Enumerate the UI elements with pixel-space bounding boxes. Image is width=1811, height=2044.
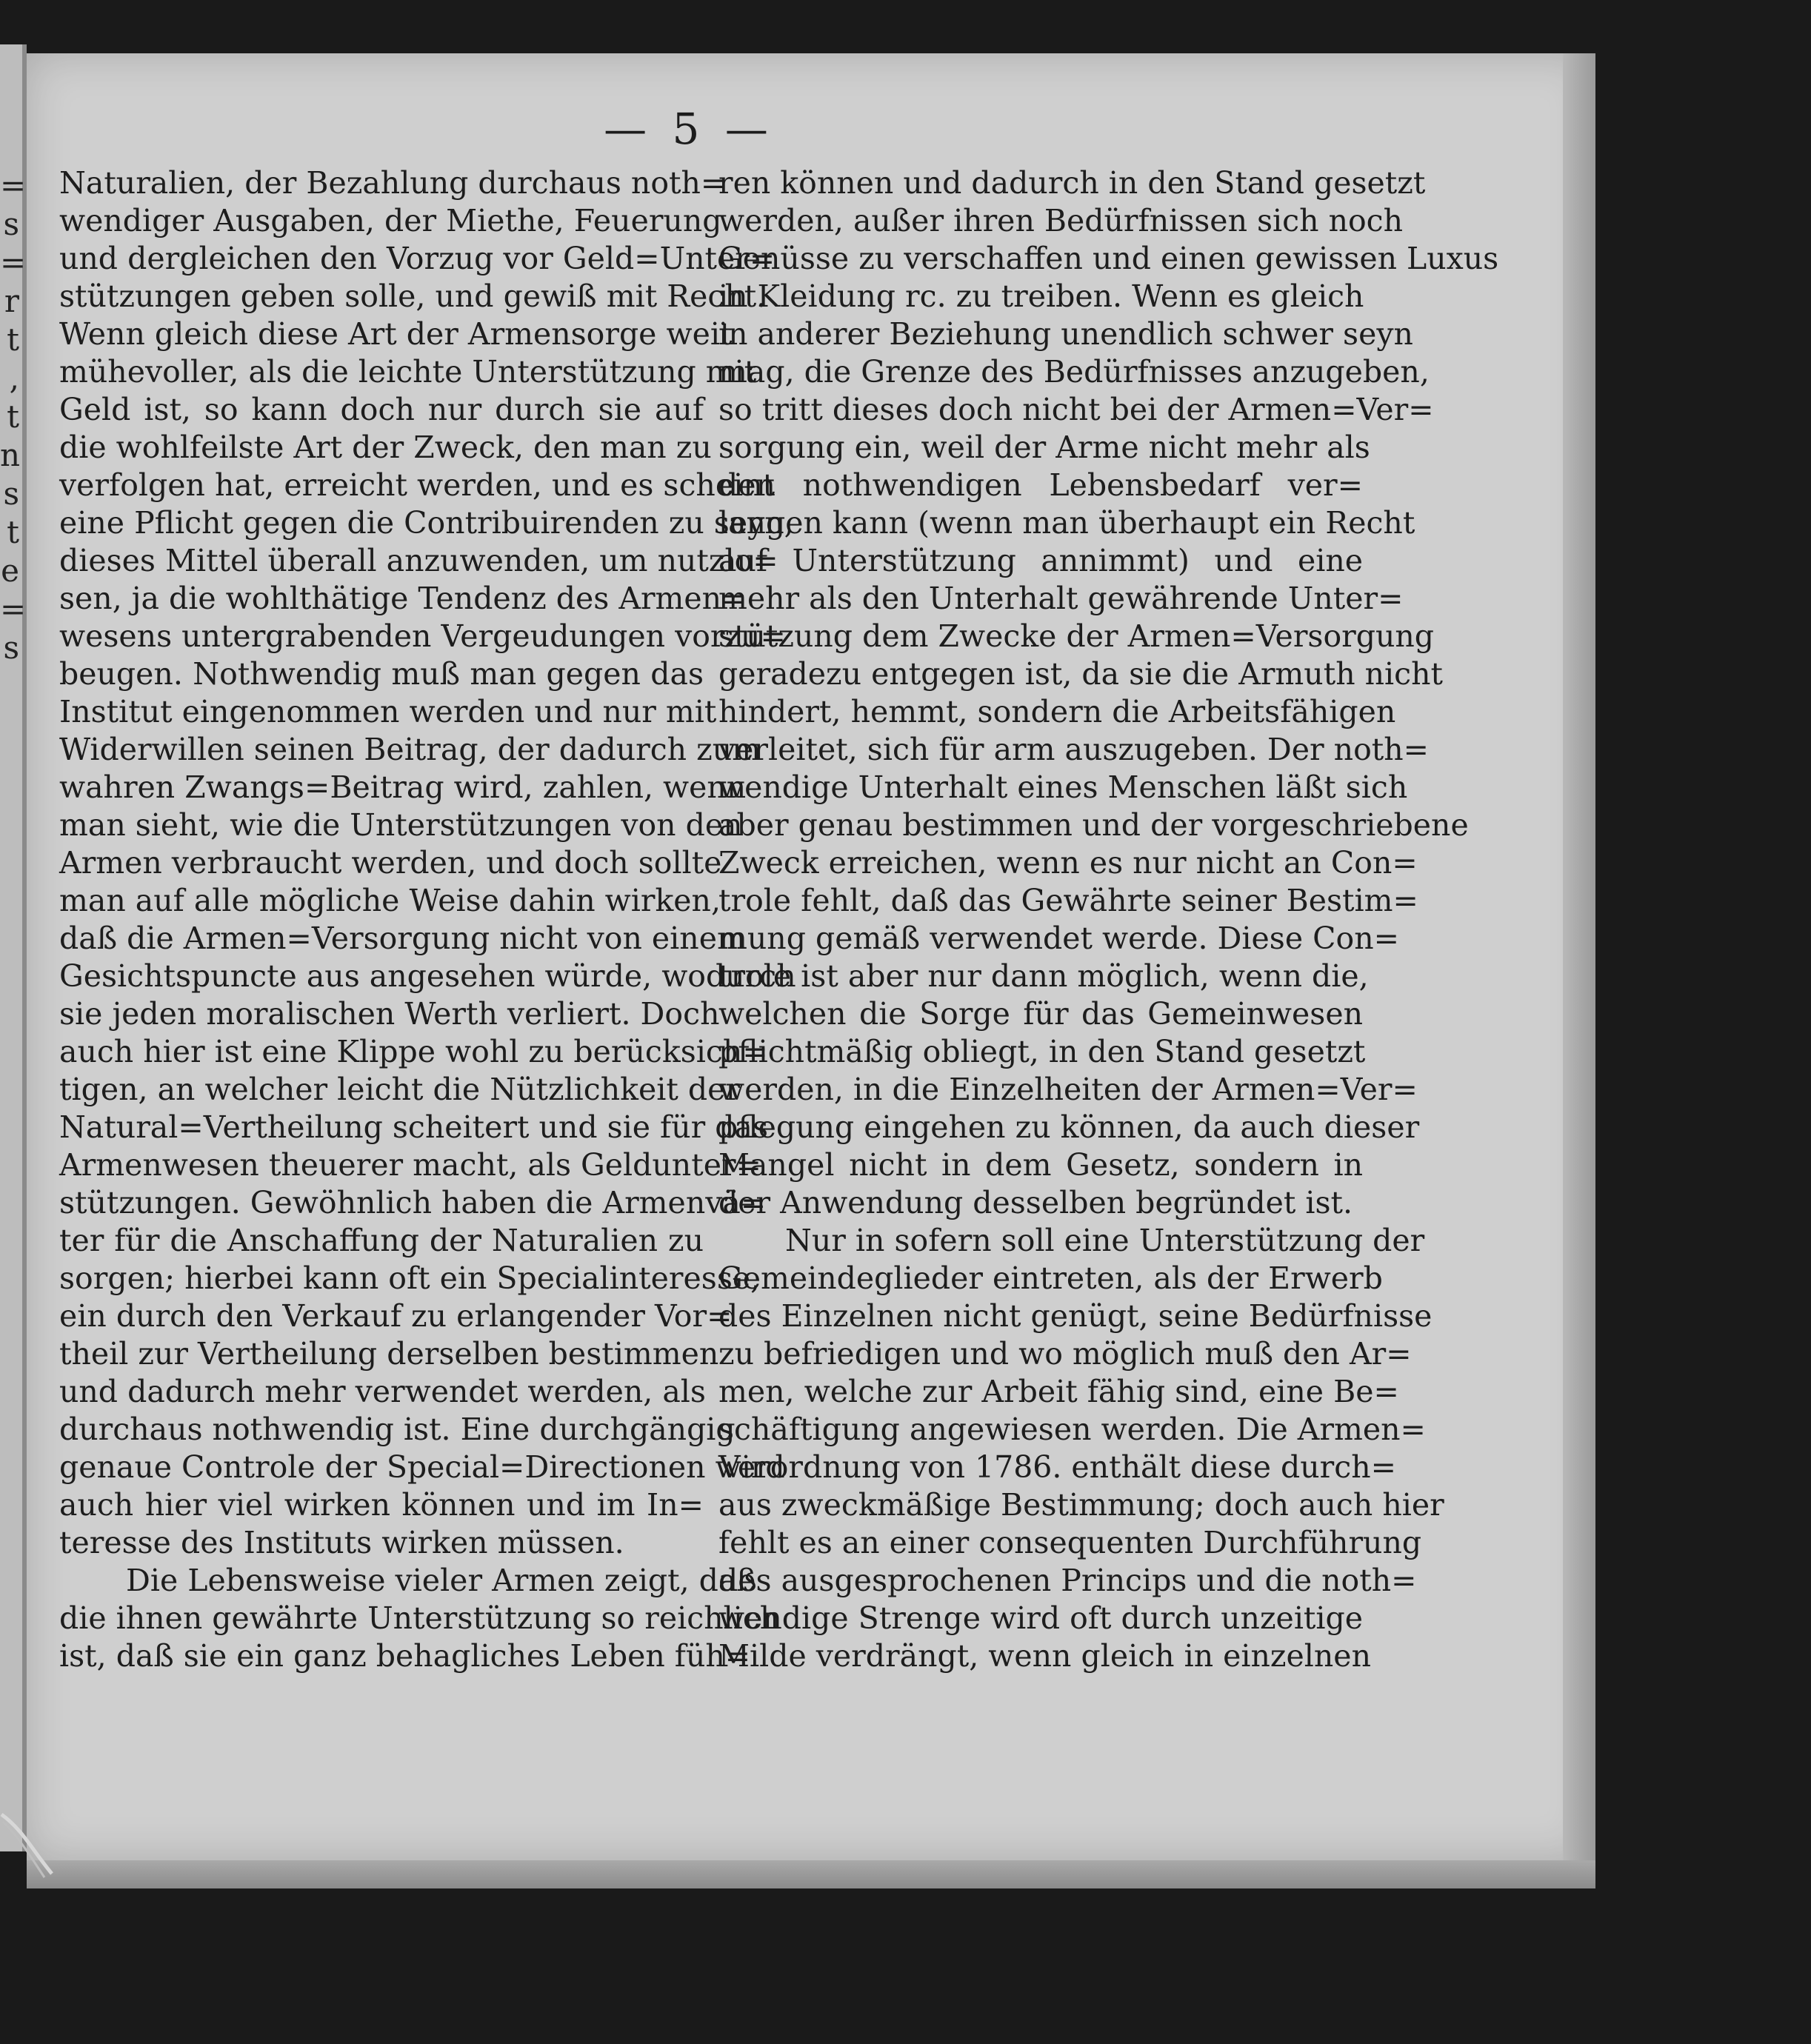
text-line: Gemeindeglieder eintreten, als der Erwerb bbox=[718, 1260, 1383, 1296]
text-line: schäftigung angewiesen werden. Die Armen= bbox=[718, 1412, 1426, 1447]
text-line: genaue Controle der Special=Directionen wird bbox=[59, 1449, 785, 1485]
text-line: trole fehlt, daß das Gewährte seiner Bestim= bbox=[718, 883, 1418, 918]
text-line: theil zur Vertheilung derselben bestimmen bbox=[59, 1336, 719, 1372]
text-line: auch hier viel wirken können und im In= bbox=[59, 1487, 704, 1523]
text-line: mag, die Grenze des Bedürfnisses anzugeben, bbox=[718, 354, 1430, 390]
text-line: wahren Zwangs=Beitrag wird, zahlen, wenn bbox=[59, 769, 747, 805]
text-line: verfolgen hat, erreicht werden, und es scheint bbox=[59, 467, 776, 503]
fragment-char: , bbox=[9, 360, 19, 396]
text-line: Die Lebensweise vieler Armen zeigt, daß bbox=[126, 1563, 757, 1598]
text-line: die ihnen gewährte Unterstützung so reichlich bbox=[59, 1600, 780, 1636]
text-line: fehlt es an einer consequenten Durchführung bbox=[718, 1525, 1422, 1560]
text-line: wesens untergrabenden Vergeudungen vorzu= bbox=[59, 618, 786, 654]
text-line: men, welche zur Arbeit fähig sind, eine Be= bbox=[718, 1374, 1399, 1409]
fragment-char: = bbox=[0, 244, 27, 281]
text-line: wendiger Ausgaben, der Miethe, Feuerung bbox=[59, 203, 722, 238]
text-line: hindert, hemmt, sondern die Arbeitsfähigen bbox=[718, 694, 1396, 729]
text-line: Verordnung von 1786. enthält diese durch= bbox=[718, 1449, 1396, 1485]
text-line: sie jeden moralischen Werth verliert. Doch bbox=[59, 996, 720, 1032]
binding-thread bbox=[0, 1800, 59, 1881]
text-line: so tritt dieses doch nicht bei der Armen=Ver= bbox=[718, 392, 1434, 427]
text-line: ren können und dadurch in den Stand gesetzt bbox=[718, 165, 1426, 201]
fragment-char: s bbox=[3, 206, 19, 242]
text-line: durchaus nothwendig ist. Eine durchgängig bbox=[59, 1412, 736, 1447]
text-line: Genüsse zu verschaffen und einen gewissen Luxus bbox=[718, 241, 1499, 276]
text-line: welchen die Sorge für das Gemeinwesen bbox=[718, 996, 1363, 1032]
page-stack-bottom-edge bbox=[27, 1860, 1595, 1888]
fragment-char: t bbox=[7, 321, 19, 358]
text-line: in anderer Beziehung unendlich schwer seyn bbox=[718, 316, 1413, 352]
text-line: mühevoller, als die leichte Unterstützung mit bbox=[59, 354, 757, 390]
text-line: stützung dem Zwecke der Armen=Versorgung bbox=[718, 618, 1435, 654]
fragment-char: = bbox=[0, 591, 27, 627]
text-line: pflegung eingehen zu können, da auch dieser bbox=[718, 1109, 1420, 1145]
text-line: aus zweckmäßige Bestimmung; doch auch hier bbox=[718, 1487, 1444, 1523]
text-line: trole ist aber nur dann möglich, wenn die, bbox=[718, 958, 1369, 994]
text-line: mehr als den Unterhalt gewährende Unter= bbox=[718, 581, 1404, 616]
text-line: Armen verbraucht werden, und doch sollte bbox=[59, 845, 722, 881]
text-line: auf Unterstützung annimmt) und eine bbox=[718, 543, 1363, 578]
text-line: man sieht, wie die Unterstützungen von den bbox=[59, 807, 743, 843]
text-line: pflichtmäßig obliegt, in den Stand gesetzt bbox=[718, 1034, 1366, 1069]
previous-page-fragments bbox=[0, 167, 27, 667]
text-line: mung gemäß verwendet werde. Diese Con= bbox=[718, 921, 1399, 956]
page-stack-right-edge bbox=[1563, 53, 1595, 1860]
text-line: in Kleidung rc. zu treiben. Wenn es gleich bbox=[718, 278, 1364, 314]
text-line: teresse des Instituts wirken müssen. bbox=[59, 1525, 624, 1560]
text-line: wendige Strenge wird oft durch unzeitige bbox=[718, 1600, 1364, 1636]
text-line: dieses Mittel überall anzuwenden, um nutzlo= bbox=[59, 543, 778, 578]
text-line: zu befriedigen und wo möglich muß den Ar= bbox=[718, 1336, 1412, 1372]
text-line: wendige Unterhalt eines Menschen läßt sich bbox=[718, 769, 1408, 805]
text-line: langen kann (wenn man überhaupt ein Recht bbox=[718, 505, 1415, 541]
text-line: verleitet, sich für arm auszugeben. Der noth= bbox=[718, 732, 1429, 767]
page-number: — 5 — bbox=[604, 104, 774, 154]
text-line: Natural=Vertheilung scheitert und sie für das bbox=[59, 1109, 768, 1145]
text-line: sen, ja die wohlthätige Tendenz des Armen= bbox=[59, 581, 747, 616]
text-line: Gesichtspuncte aus angesehen würde, wodurch bbox=[59, 958, 796, 994]
text-line: Milde verdrängt, wenn gleich in einzelnen bbox=[718, 1638, 1371, 1674]
fragment-char: t bbox=[7, 514, 19, 550]
fragment-char: r bbox=[4, 283, 19, 319]
text-line: Mangel nicht in dem Gesetz, sondern in bbox=[718, 1147, 1363, 1183]
text-line: ter für die Anschaffung der Naturalien zu bbox=[59, 1223, 704, 1258]
text-line: sorgung ein, weil der Arme nicht mehr als bbox=[718, 430, 1370, 465]
text-line: werden, in die Einzelheiten der Armen=Ver= bbox=[718, 1072, 1418, 1107]
text-line: und dergleichen den Vorzug vor Geld=Unter= bbox=[59, 241, 776, 276]
text-line: Geld ist, so kann doch nur durch sie auf bbox=[59, 392, 704, 427]
text-line: werden, außer ihren Bedürfnissen sich noch bbox=[718, 203, 1404, 238]
text-line: Naturalien, der Bezahlung durchaus noth= bbox=[59, 165, 727, 201]
fragment-char: e bbox=[1, 552, 19, 589]
text-line: stützungen geben solle, und gewiß mit Recht. bbox=[59, 278, 767, 314]
text-line: Widerwillen seinen Beitrag, der dadurch zum bbox=[59, 732, 761, 767]
text-line: beugen. Nothwendig muß man gegen das bbox=[59, 656, 704, 692]
text-line: man auf alle mögliche Weise dahin wirken, bbox=[59, 883, 721, 918]
text-line: der Anwendung desselben begründet ist. bbox=[718, 1185, 1353, 1220]
text-line: den nothwendigen Lebensbedarf ver= bbox=[718, 467, 1363, 503]
text-line: Nur in sofern soll eine Unterstützung der bbox=[785, 1223, 1425, 1258]
text-line: geradezu entgegen ist, da sie die Armuth nicht bbox=[718, 656, 1443, 692]
fragment-char: s bbox=[3, 475, 19, 512]
text-line: ein durch den Verkauf zu erlangender Vor= bbox=[59, 1298, 733, 1334]
text-line: des Einzelnen nicht genügt, seine Bedürfnisse bbox=[718, 1298, 1433, 1334]
text-line: daß die Armen=Versorgung nicht von einem bbox=[59, 921, 746, 956]
fragment-char: n bbox=[0, 437, 21, 473]
fragment-char: t bbox=[7, 398, 19, 435]
text-line: des ausgesprochenen Princips und die noth= bbox=[718, 1563, 1417, 1598]
text-line: tigen, an welcher leicht die Nützlichkeit der bbox=[59, 1072, 740, 1107]
text-line: eine Pflicht gegen die Contribuirenden zu seyn, bbox=[59, 505, 794, 541]
right-text-column bbox=[718, 164, 1499, 1675]
text-line: ist, daß sie ein ganz behagliches Leben füh= bbox=[59, 1638, 751, 1674]
text-line: Armenwesen theuerer macht, als Geldunter= bbox=[59, 1147, 761, 1183]
text-line: und dadurch mehr verwendet werden, als bbox=[59, 1374, 706, 1409]
text-line: Institut eingenommen werden und nur mit bbox=[59, 694, 717, 729]
left-text-column bbox=[59, 164, 796, 1675]
text-line: Zweck erreichen, wenn es nur nicht an Con= bbox=[718, 845, 1418, 881]
text-line: aber genau bestimmen und der vorgeschriebene bbox=[718, 807, 1469, 843]
text-line: stützungen. Gewöhnlich haben die Armenvä= bbox=[59, 1185, 767, 1220]
text-line: die wohlfeilste Art der Zweck, den man zu bbox=[59, 430, 712, 465]
fragment-char: = bbox=[0, 167, 27, 204]
text-line: Wenn gleich diese Art der Armensorge weit bbox=[59, 316, 733, 352]
text-line: auch hier ist eine Klippe wohl zu berücksich= bbox=[59, 1034, 768, 1069]
text-line: sorgen; hierbei kann oft ein Specialinteresse, bbox=[59, 1260, 761, 1296]
fragment-char: s bbox=[3, 629, 19, 666]
